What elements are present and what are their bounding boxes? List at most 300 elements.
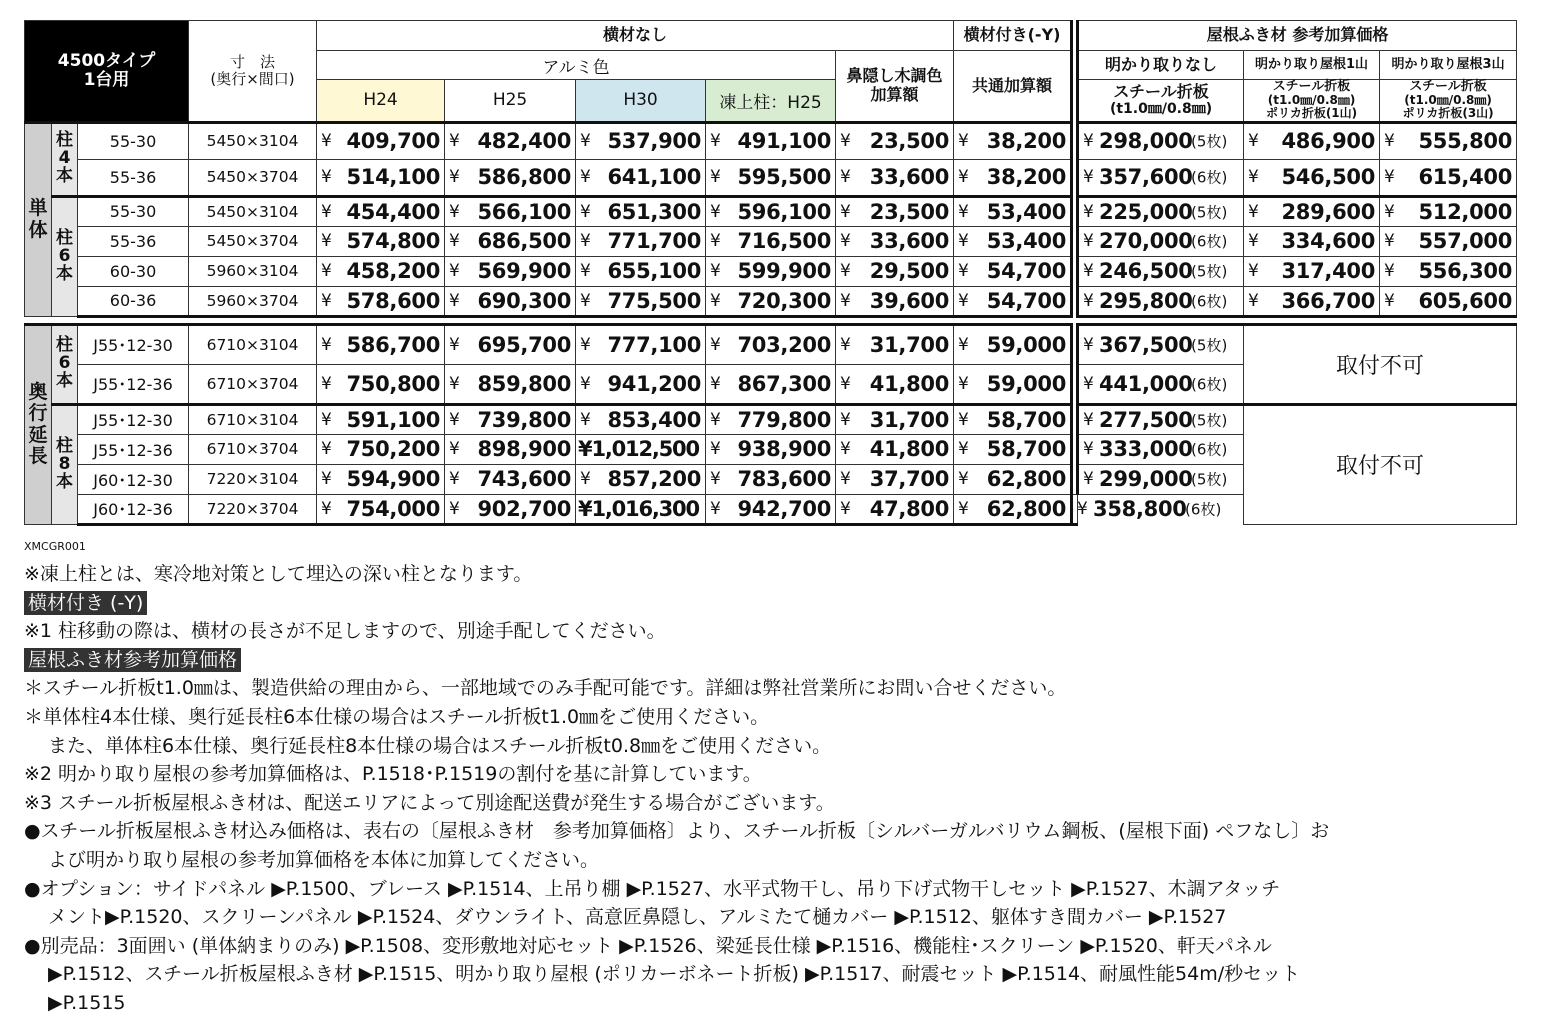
yen-sign: ¥ <box>580 290 591 311</box>
price-h24 <box>317 196 445 226</box>
yen-sign: ¥ <box>958 439 969 460</box>
yen-sign: ¥ <box>1083 261 1094 282</box>
price-h24 <box>317 434 445 464</box>
price-roof-steel-value: 441,000 <box>1099 371 1193 396</box>
yen-sign: ¥ <box>840 290 851 311</box>
yen-sign: ¥ <box>449 167 460 188</box>
price-h25-value: 859,800 <box>477 371 572 396</box>
price-h25-value: 686,500 <box>477 229 572 254</box>
yen-sign: ¥ <box>710 373 721 394</box>
price-h24-value: 750,800 <box>346 371 441 396</box>
sheet-count: (5枚) <box>1191 132 1228 151</box>
price-h30-value: 537,900 <box>607 129 702 154</box>
price-roof-steel-value: 295,800 <box>1099 288 1193 313</box>
note-separate-1: ●別売品：3面囲い (単体納まりのみ) ▶P.1508、変形敷地対応セット ▶P.1526、梁延長仕様 ▶P.1516、機能柱･スクリーン ▶P.1520、軒天パネル <box>24 934 1272 957</box>
group-extension: 奥 行 延 長 <box>25 324 52 524</box>
model-code: J55･12-36 <box>78 364 189 404</box>
yen-sign: ¥ <box>1083 201 1094 222</box>
price-h30 <box>576 494 706 524</box>
yen-sign: ¥ <box>958 498 969 519</box>
price-h30-value: ¥1,012,500 <box>578 437 699 462</box>
yen-sign: ¥ <box>321 167 332 188</box>
price-nose-cover-value: 31,700 <box>869 407 950 432</box>
note-separate-3: ▶P.1515 <box>48 991 126 1014</box>
price-roof-steel-value: 357,600 <box>1099 165 1193 190</box>
price-skylight3 <box>1380 256 1517 286</box>
group-single: 単 体 <box>25 122 52 316</box>
price-h24 <box>317 159 445 196</box>
table-row <box>25 286 1517 316</box>
yen-sign: ¥ <box>580 167 591 188</box>
yen-sign: ¥ <box>449 409 460 430</box>
price-common <box>954 404 1072 434</box>
poly-label: ポリカ折板(1山) <box>1265 106 1358 121</box>
sheet-count: (5枚) <box>1191 336 1228 355</box>
price-frost-value: 596,100 <box>737 199 832 224</box>
post-count-post8: 柱 8 本 <box>52 404 78 524</box>
yen-sign: ¥ <box>958 469 969 490</box>
price-common-value: 38,200 <box>986 165 1067 190</box>
price-skylight3 <box>1380 159 1517 196</box>
yen-sign: ¥ <box>710 201 721 222</box>
yen-sign: ¥ <box>840 373 851 394</box>
price-frost-value: 938,900 <box>737 437 832 462</box>
price-h24-value: 586,700 <box>346 332 441 357</box>
tag-beam: 横材付き (-Y) <box>24 591 147 615</box>
h24-header: H24 <box>317 80 445 123</box>
price-common-value: 59,000 <box>986 371 1067 396</box>
table-row <box>25 196 1517 226</box>
price-h24 <box>317 324 445 364</box>
price-h24-value: 750,200 <box>346 437 441 462</box>
yen-sign: ¥ <box>580 334 591 355</box>
price-nose-cover-value: 39,600 <box>869 288 950 313</box>
yen-sign: ¥ <box>449 334 460 355</box>
yen-sign: ¥ <box>710 334 721 355</box>
price-h25-value: 902,700 <box>477 496 572 521</box>
unit-label: 1台用 <box>83 69 130 90</box>
price-common <box>954 464 1072 494</box>
group-gap-roof <box>1078 316 1517 324</box>
dimension: 6710×3104 <box>189 324 317 364</box>
price-nose-cover <box>836 464 954 494</box>
yen-sign: ¥ <box>1384 167 1395 188</box>
price-h24-value: 594,900 <box>346 467 441 492</box>
price-h24-value: 591,100 <box>346 407 441 432</box>
price-h24-value: 514,100 <box>346 165 441 190</box>
price-h24 <box>317 494 445 524</box>
price-roof-steel-value: 277,500 <box>1099 407 1193 432</box>
price-h25-value: 586,800 <box>477 165 572 190</box>
h30-header: H30 <box>576 80 706 123</box>
post-count-post6: 柱 6 本 <box>52 196 78 316</box>
table-row <box>25 256 1517 286</box>
price-frost-value: 942,700 <box>737 496 832 521</box>
price-roof-steel-value: 246,500 <box>1099 259 1193 284</box>
price-skylight3-value: 605,600 <box>1418 288 1513 313</box>
price-h25 <box>445 494 576 524</box>
sheet-count: (6枚) <box>1191 375 1228 394</box>
dimension: 5450×3104 <box>189 196 317 226</box>
price-skylight1-value: 317,400 <box>1281 259 1376 284</box>
price-h25 <box>445 286 576 316</box>
yen-sign: ¥ <box>840 201 851 222</box>
sheet-count: (6枚) <box>1191 232 1228 251</box>
with-beam-header: 横材付き(-Y) <box>954 21 1072 51</box>
model-code: 60-36 <box>78 286 189 316</box>
skylight1-header: 明かり取り屋根1山 <box>1244 51 1380 80</box>
note-delivery: ※3 スチール折板屋根ふき材は、配送エリアによって別途配送費が発生する場合がございます。 <box>24 791 835 814</box>
price-common-value: 54,700 <box>986 259 1067 284</box>
note-frost: ※凍上柱とは、寒冷地対策として埋込の深い柱となります。 <box>24 563 533 585</box>
no-skylight-header: 明かり取りなし <box>1078 51 1244 80</box>
yen-sign: ¥ <box>1248 290 1259 311</box>
yen-sign: ¥ <box>321 439 332 460</box>
size-caption: 寸 法 <box>230 52 276 71</box>
yen-sign: ¥ <box>958 334 969 355</box>
price-nose-cover-value: 23,500 <box>869 199 950 224</box>
price-roof-steel <box>1078 159 1244 196</box>
price-skylight1 <box>1244 256 1380 286</box>
yen-sign: ¥ <box>958 131 969 152</box>
price-common-value: 58,700 <box>986 437 1067 462</box>
yen-sign: ¥ <box>710 409 721 430</box>
price-frost <box>706 404 836 434</box>
yen-sign: ¥ <box>958 409 969 430</box>
steel-fold-label: スチール折板 <box>1113 82 1209 102</box>
yen-sign: ¥ <box>321 498 332 519</box>
yen-sign: ¥ <box>710 131 721 152</box>
price-h25-value: 690,300 <box>477 288 572 313</box>
price-h30 <box>576 256 706 286</box>
price-roof-steel <box>1078 196 1244 226</box>
note-options-1: ●オプション：サイドパネル ▶P.1500、ブレース ▶P.1514、上吊り棚 ▶P.1527、水平式物干し、吊り下げ式物干しセット ▶P.1527、木調アタッチ <box>24 877 1281 900</box>
no-beam-header: 横材なし <box>317 21 954 51</box>
price-common <box>954 122 1072 159</box>
dimension: 5960×3704 <box>189 286 317 316</box>
price-h25-value: 695,700 <box>477 332 572 357</box>
note-separate-2: ▶P.1512、スチール折板屋根ふき材 ▶P.1515、明かり取り屋根 (ポリカーボネート折板) ▶P.1517、耐震セット ▶P.1514、耐風性能54m/秒セット <box>48 963 1301 986</box>
price-common <box>954 494 1072 524</box>
price-skylight3 <box>1380 286 1517 316</box>
price-h30-value: 641,100 <box>607 165 702 190</box>
price-skylight3-value: 557,000 <box>1418 229 1513 254</box>
dimension: 5450×3104 <box>189 122 317 159</box>
price-frost <box>706 434 836 464</box>
price-h30-value: 853,400 <box>607 407 702 432</box>
price-nose-cover-value: 31,700 <box>869 332 950 357</box>
dimension: 6710×3104 <box>189 404 317 434</box>
note-tag-beam <box>24 589 1524 618</box>
price-h30 <box>576 286 706 316</box>
yen-sign: ¥ <box>321 261 332 282</box>
price-frost-value: 867,300 <box>737 371 832 396</box>
yen-sign: ¥ <box>580 469 591 490</box>
yen-sign: ¥ <box>1083 167 1094 188</box>
yen-sign: ¥ <box>321 334 332 355</box>
dimension: 5960×3104 <box>189 256 317 286</box>
price-frost-value: 599,900 <box>737 259 832 284</box>
price-nose-cover-value: 41,800 <box>869 437 950 462</box>
post-count-post6: 柱 6 本 <box>52 324 78 404</box>
price-skylight1-value: 366,700 <box>1281 288 1376 313</box>
yen-sign: ¥ <box>840 261 851 282</box>
yen-sign: ¥ <box>1083 469 1094 490</box>
note-steel-t10: ＊単体柱4本仕様、奥行延長柱6本仕様の場合はスチール折板t1.0㎜をご使用ください。 <box>24 705 770 728</box>
price-skylight1-value: 289,600 <box>1281 199 1376 224</box>
price-roof-steel-value: 270,000 <box>1099 229 1193 254</box>
price-h30 <box>576 226 706 256</box>
model-code: 55-36 <box>78 159 189 196</box>
yen-sign: ¥ <box>710 498 721 519</box>
price-h25 <box>445 256 576 286</box>
yen-sign: ¥ <box>840 469 851 490</box>
sheet-count: (5枚) <box>1191 203 1228 222</box>
price-frost <box>706 364 836 404</box>
dimension: 6710×3704 <box>189 364 317 404</box>
price-nose-cover-value: 37,700 <box>869 467 950 492</box>
yen-sign: ¥ <box>710 439 721 460</box>
price-common-value: 53,400 <box>986 229 1067 254</box>
price-common <box>954 256 1072 286</box>
price-frost <box>706 256 836 286</box>
price-common-value: 38,200 <box>986 129 1067 154</box>
table-row <box>25 324 1517 364</box>
sheet-count: (6枚) <box>1191 292 1228 311</box>
price-roof-steel <box>1078 434 1244 464</box>
yen-sign: ¥ <box>580 131 591 152</box>
note-included-1: ●スチール折板屋根ふき材込み価格は、表右の〔屋根ふき材 参考加算価格〕より、スチール折板〔シルバーガルバリウム鋼板、(屋根下面) ペフなし〕お <box>24 820 1330 843</box>
price-nose-cover-value: 33,600 <box>869 229 950 254</box>
model-code: 55-36 <box>78 226 189 256</box>
yen-sign: ¥ <box>710 167 721 188</box>
yen-sign: ¥ <box>449 231 460 252</box>
yen-sign: ¥ <box>840 409 851 430</box>
price-h30 <box>576 324 706 364</box>
price-common-value: 62,800 <box>986 496 1067 521</box>
price-common <box>954 324 1072 364</box>
price-nose-cover-value: 47,800 <box>869 496 950 521</box>
model-code: 55-30 <box>78 196 189 226</box>
price-common-value: 54,700 <box>986 288 1067 313</box>
tag-roof: 屋根ふき材参考加算価格 <box>24 648 241 672</box>
price-common-value: 59,000 <box>986 332 1067 357</box>
price-skylight1 <box>1244 226 1380 256</box>
poly-label: ポリカ折板(3山) <box>1402 106 1494 121</box>
yen-sign: ¥ <box>449 290 460 311</box>
yen-sign: ¥ <box>580 261 591 282</box>
price-skylight1 <box>1244 196 1380 226</box>
yen-sign: ¥ <box>1083 290 1094 311</box>
price-h25-value: 569,900 <box>477 259 572 284</box>
price-frost-value: 779,800 <box>737 407 832 432</box>
yen-sign: ¥ <box>321 201 332 222</box>
price-h30 <box>576 404 706 434</box>
price-h30 <box>576 159 706 196</box>
price-h24 <box>317 364 445 404</box>
price-roof-steel-value: 299,000 <box>1099 467 1193 492</box>
dimension: 6710×3704 <box>189 434 317 464</box>
yen-sign: ¥ <box>1384 290 1395 311</box>
yen-sign: ¥ <box>840 167 851 188</box>
yen-sign: ¥ <box>1083 373 1094 394</box>
price-skylight3 <box>1380 226 1517 256</box>
price-h30-value: 655,100 <box>607 259 702 284</box>
price-h24-value: 458,200 <box>346 259 441 284</box>
price-h30-value: 775,500 <box>607 288 702 313</box>
yen-sign: ¥ <box>1384 231 1395 252</box>
price-frost-value: 783,600 <box>737 467 832 492</box>
price-frost <box>706 159 836 196</box>
price-nose-cover <box>836 122 954 159</box>
price-common <box>954 364 1072 404</box>
model-code: J60･12-36 <box>78 494 189 524</box>
price-h25-value: 898,900 <box>477 437 572 462</box>
price-h30-value: 777,100 <box>607 332 702 357</box>
note-options-2: メント▶P.1520、スクリーンパネル ▶P.1524、ダウンライト、高意匠鼻隠し、アルミたて樋カバー ▶P.1512、躯体すき間カバー ▶P.1527 <box>48 906 1227 929</box>
model-code: J55･12-30 <box>78 404 189 434</box>
price-common-value: 62,800 <box>986 467 1067 492</box>
frost-header: 凍上柱：H25 <box>706 80 836 123</box>
price-h30 <box>576 364 706 404</box>
yen-sign: ¥ <box>580 201 591 222</box>
price-common <box>954 196 1072 226</box>
price-h25-value: 743,600 <box>477 467 572 492</box>
price-h24 <box>317 226 445 256</box>
yen-sign: ¥ <box>958 261 969 282</box>
price-skylight1-value: 546,500 <box>1281 165 1376 190</box>
price-h24 <box>317 286 445 316</box>
yen-sign: ¥ <box>1248 201 1259 222</box>
yen-sign: ¥ <box>840 334 851 355</box>
price-h30 <box>576 464 706 494</box>
yen-sign: ¥ <box>321 131 332 152</box>
yen-sign: ¥ <box>449 439 460 460</box>
dimension: 5450×3704 <box>189 159 317 196</box>
price-h25 <box>445 434 576 464</box>
yen-sign: ¥ <box>958 201 969 222</box>
type-header <box>25 21 189 123</box>
price-nose-cover <box>836 226 954 256</box>
price-h25-value: 482,400 <box>477 129 572 154</box>
yen-sign: ¥ <box>1248 261 1259 282</box>
price-nose-cover <box>836 159 954 196</box>
common-add-header: 共通加算額 <box>954 51 1072 123</box>
size-sub: (奥行×間口) <box>210 69 295 88</box>
price-common-value: 53,400 <box>986 199 1067 224</box>
price-h25-value: 739,800 <box>477 407 572 432</box>
yen-sign: ¥ <box>449 261 460 282</box>
model-code: 60-30 <box>78 256 189 286</box>
price-roof-steel-value: 358,800 <box>1093 496 1187 521</box>
yen-sign: ¥ <box>1083 131 1094 152</box>
price-h25 <box>445 226 576 256</box>
yen-sign: ¥ <box>449 131 460 152</box>
price-nose-cover-value: 23,500 <box>869 129 950 154</box>
yen-sign: ¥ <box>710 469 721 490</box>
price-nose-cover-value: 33,600 <box>869 165 950 190</box>
sheet-count: (6枚) <box>1185 500 1222 519</box>
yen-sign: ¥ <box>1077 498 1088 519</box>
yen-sign: ¥ <box>321 409 332 430</box>
price-h24-value: 754,000 <box>346 496 441 521</box>
price-h25 <box>445 364 576 404</box>
yen-sign: ¥ <box>840 498 851 519</box>
post-count-post4: 柱 4 本 <box>52 122 78 196</box>
price-roof-steel-value: 298,000 <box>1099 129 1193 154</box>
price-roof-steel <box>1078 286 1244 316</box>
not-attachable: 取付不可 <box>1244 404 1517 524</box>
price-common <box>954 159 1072 196</box>
table-row <box>25 159 1517 196</box>
price-roof-steel-value: 367,500 <box>1099 332 1193 357</box>
price-frost-value: 595,500 <box>737 165 832 190</box>
skylight3-header: 明かり取り屋根3山 <box>1380 51 1517 80</box>
price-nose-cover <box>836 256 954 286</box>
yen-sign: ¥ <box>1083 231 1094 252</box>
steel-fold-small-sub: (t1.0㎜/0.8㎜) <box>1267 93 1356 108</box>
yen-sign: ¥ <box>1384 201 1395 222</box>
notes <box>24 560 1524 1018</box>
price-frost <box>706 196 836 226</box>
dimension: 7220×3704 <box>189 494 317 524</box>
price-frost <box>706 226 836 256</box>
yen-sign: ¥ <box>958 231 969 252</box>
yen-sign: ¥ <box>1384 261 1395 282</box>
table-row <box>25 122 1517 159</box>
yen-sign: ¥ <box>580 231 591 252</box>
alu-color-header: アルミ色 <box>317 51 836 80</box>
skylight1-sub-header <box>1244 80 1380 123</box>
price-skylight3-value: 615,400 <box>1418 165 1513 190</box>
price-nose-cover <box>836 364 954 404</box>
price-nose-cover-value: 41,800 <box>869 371 950 396</box>
price-h24 <box>317 404 445 434</box>
price-common <box>954 434 1072 464</box>
yen-sign: ¥ <box>580 409 591 430</box>
table-code: XMCGR001 <box>24 540 86 553</box>
price-h24 <box>317 256 445 286</box>
yen-sign: ¥ <box>580 373 591 394</box>
dimension: 7220×3104 <box>189 464 317 494</box>
yen-sign: ¥ <box>840 131 851 152</box>
note-included-2: よび明かり取り屋根の参考加算価格を本体に加算してください。 <box>48 848 600 871</box>
price-h24-value: 409,700 <box>346 129 441 154</box>
price-frost <box>706 286 836 316</box>
yen-sign: ¥ <box>958 290 969 311</box>
price-nose-cover <box>836 196 954 226</box>
yen-sign: ¥ <box>710 261 721 282</box>
price-table <box>24 20 1517 526</box>
steel-fold-small-label: スチール折板 <box>1272 79 1351 94</box>
price-h30 <box>576 122 706 159</box>
price-common <box>954 286 1072 316</box>
sheet-count: (6枚) <box>1191 168 1228 187</box>
not-attachable: 取付不可 <box>1244 324 1517 404</box>
price-h30-value: 857,200 <box>607 467 702 492</box>
price-h25 <box>445 464 576 494</box>
price-h24-value: 578,600 <box>346 288 441 313</box>
price-roof-steel <box>1078 226 1244 256</box>
yen-sign: ¥ <box>710 231 721 252</box>
price-common <box>954 226 1072 256</box>
table-row <box>25 226 1517 256</box>
model-code: J55･12-36 <box>78 434 189 464</box>
price-roof-steel <box>1072 494 1222 524</box>
price-frost <box>706 122 836 159</box>
price-h25 <box>445 122 576 159</box>
price-h30 <box>576 434 706 464</box>
